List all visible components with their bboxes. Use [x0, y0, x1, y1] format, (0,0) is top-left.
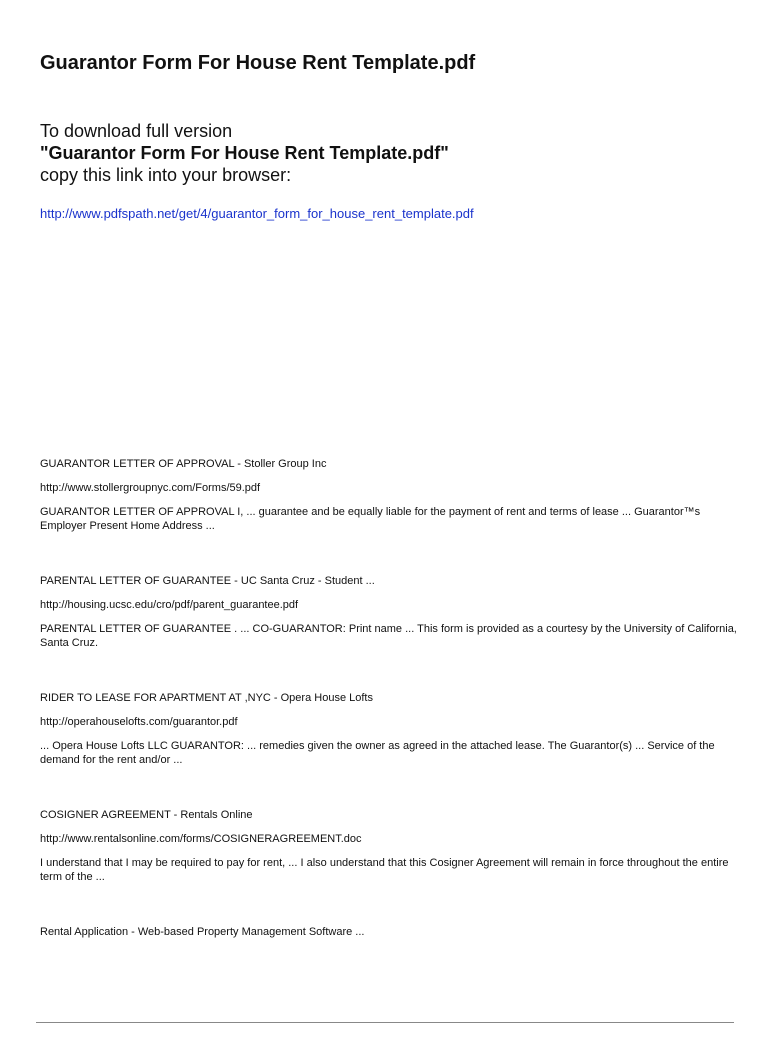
result-item [40, 691, 740, 808]
result-title: Rental Application - Web-based Property Management Software ... [40, 926, 365, 938]
result-url: http://housing.ucsc.edu/cro/pdf/parent_guarantee.pdf [40, 599, 299, 611]
page-title: Guarantor Form For House Rent Template.pdf [40, 52, 476, 74]
page-bottom-divider [36, 1022, 734, 1023]
result-url: http://www.stollergroupnyc.com/Forms/59.pdf [40, 482, 261, 494]
intro-line-1: To download full version [40, 121, 233, 141]
result-snippet: ... Opera House Lofts LLC GUARANTOR: ... remedies given the owner as agreed in the attached lease. The Guarantor(s) ... Service of the demand for the rent and/or ... [40, 740, 715, 766]
result-title: RIDER TO LEASE FOR APARTMENT AT ,NYC - Opera House Lofts [40, 692, 373, 704]
download-link[interactable]: http://www.pdfspath.net/get/4/guarantor_form_for_house_rent_template.pdf [40, 206, 474, 221]
result-item [40, 808, 740, 925]
result-item [40, 574, 740, 691]
results-list [40, 457, 740, 1042]
result-url: http://operahouselofts.com/guarantor.pdf [40, 716, 238, 728]
result-snippet: GUARANTOR LETTER OF APPROVAL I, ... guarantee and be equally liable for the payment of rent and terms of lease ... Guarantor™s Employer Present Home Address ... [40, 506, 701, 532]
result-title: GUARANTOR LETTER OF APPROVAL - Stoller Group Inc [40, 458, 327, 470]
result-item [40, 925, 740, 1042]
result-title: COSIGNER AGREEMENT - Rentals Online [40, 809, 253, 821]
result-snippet: I understand that I may be required to pay for rent, ... I also understand that this Cosigner Agreement will remain in force throughout the entire term of the ... [40, 857, 729, 883]
result-snippet: PARENTAL LETTER OF GUARANTEE . ... CO-GUARANTOR: Print name ... This form is provided as a courtesy by the University of California, Santa Cruz. [40, 623, 737, 649]
intro-line-2: "Guarantor Form For House Rent Template.pdf" [40, 143, 449, 163]
result-title: PARENTAL LETTER OF GUARANTEE - UC Santa Cruz - Student ... [40, 575, 375, 587]
result-url: http://www.rentalsonline.com/forms/COSIGNERAGREEMENT.doc [40, 833, 362, 845]
intro-line-3: copy this link into your browser: [40, 165, 292, 185]
download-intro [40, 120, 449, 186]
result-item [40, 457, 740, 574]
